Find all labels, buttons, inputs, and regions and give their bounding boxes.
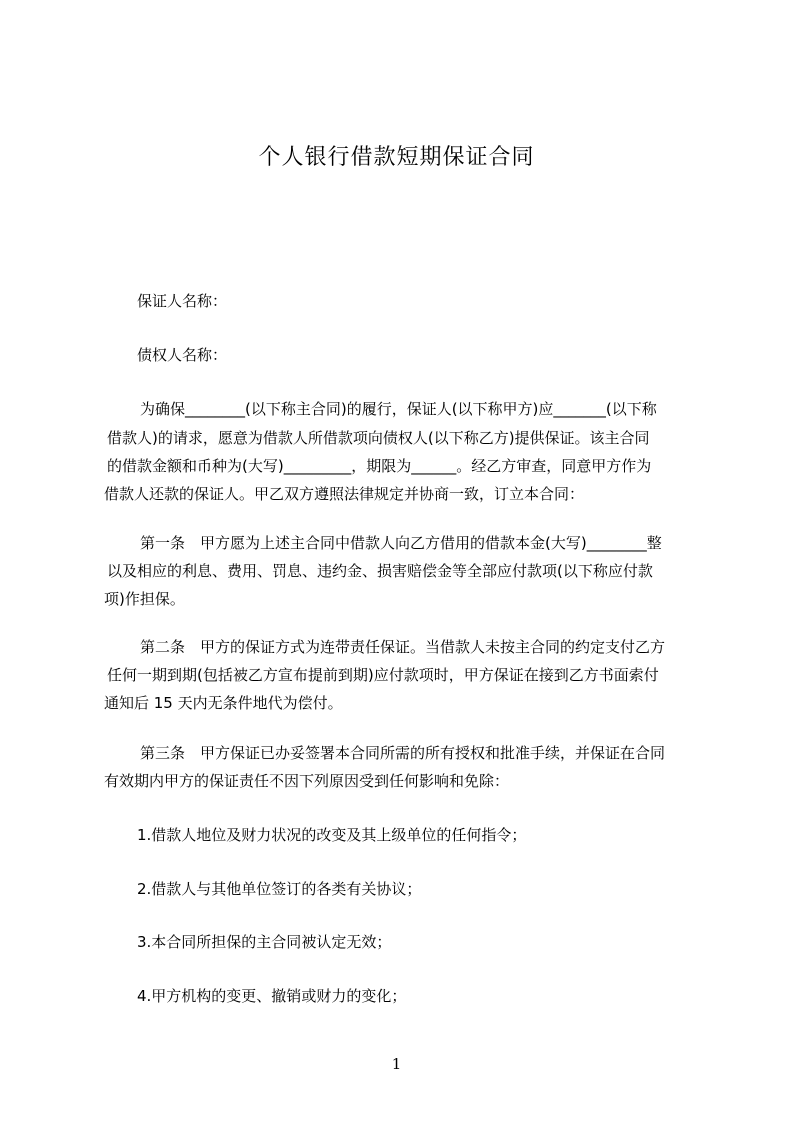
clause-item-2: 2.借款人与其他单位签订的各类有关协议； (137, 880, 422, 898)
guarantor-name-label: 保证人名称： (137, 292, 228, 310)
article-2-line-3: 通知后 15 天内无条件地代为偿付。 (104, 694, 343, 712)
article-3-line-1: 第三条 甲方保证已办妥签署本合同所需的所有授权和批准手续，并保证在合同 (140, 744, 666, 762)
article-1-line-2: 以及相应的利息、费用、罚息、违约金、损害赔偿金等全部应付款项(以下称应付款 (107, 562, 653, 580)
preamble-line-3: 的借款金额和币种为(大写)_________，期限为______。经乙方审查，同意甲方作为 (107, 457, 652, 475)
clause-item-4: 4.甲方机构的变更、撤销或财力的变化； (137, 987, 407, 1005)
preamble-line-1: 为确保________(以下称主合同)的履行，保证人(以下称甲方)应_______(以下称 (140, 400, 657, 418)
article-1-line-1: 第一条 甲方愿为上述主合同中借款人向乙方借用的借款本金(大写)________整 (140, 534, 662, 552)
preamble-line-2: 借款人)的请求，愿意为借款人所借款项向债权人(以下称乙方)提供保证。该主合同 (107, 429, 650, 447)
article-2-line-1: 第二条 甲方的保证方式为连带责任保证。当借款人未按主合同的约定支付乙方 (140, 638, 666, 656)
article-2-line-2: 任何一期到期(包括被乙方宣布提前到期)应付款项时，甲方保证在接到乙方书面索付 (107, 666, 659, 684)
article-3-line-2: 有效期内甲方的保证责任不因下列原因受到任何影响和免除： (104, 772, 510, 790)
page-number: 1 (391, 1055, 402, 1073)
article-1-line-3: 项)作担保。 (104, 590, 185, 608)
page-title: 个人银行借款短期保证合同 (258, 145, 535, 170)
preamble-line-4: 借款人还款的保证人。甲乙双方遵照法律规定并协商一致，订立本合同： (104, 485, 585, 503)
clause-item-1: 1.借款人地位及财力状况的改变及其上级单位的任何指令； (137, 826, 527, 844)
creditor-name-label: 债权人名称： (137, 346, 228, 364)
clause-item-3: 3.本合同所担保的主合同被认定无效； (137, 933, 392, 951)
